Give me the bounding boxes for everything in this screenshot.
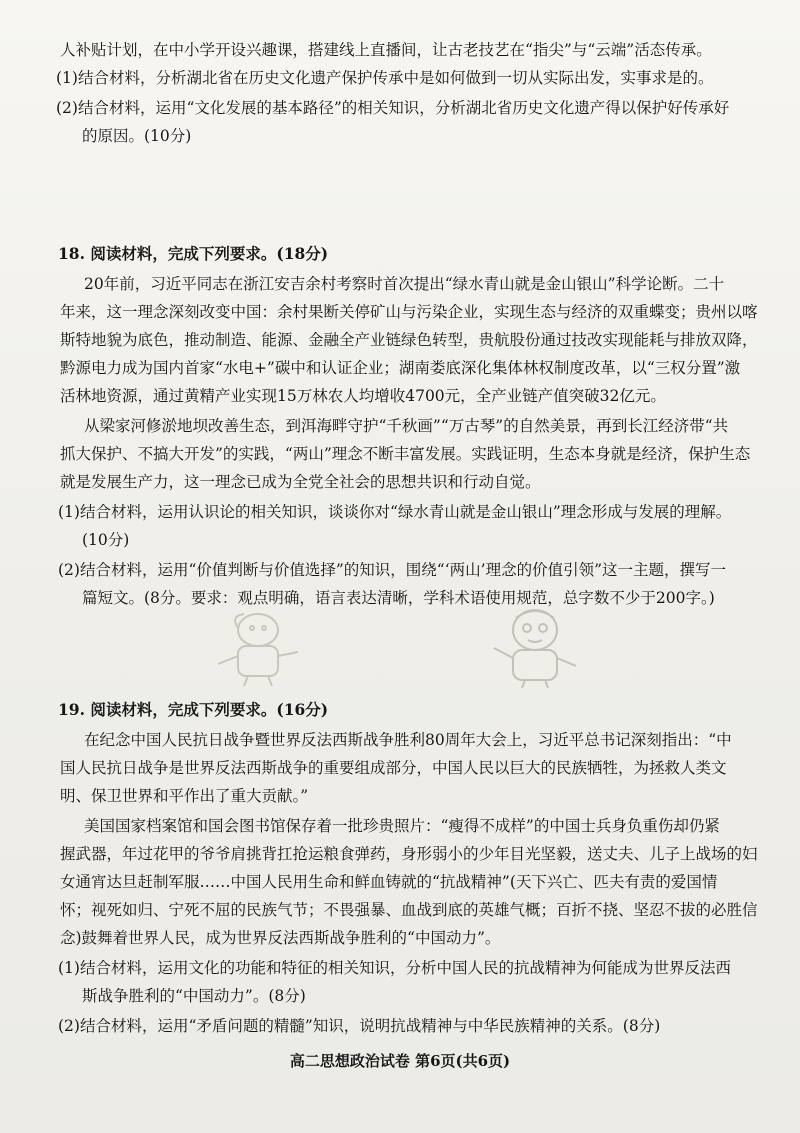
q18-material-line: 20年前，习近平同志在浙江安吉余村考察时首次提出“绿水青山就是金山银山”科学论断。二十 — [84, 275, 725, 293]
q18-material-line: 黔源电力成为国内首家“水电+”碳中和认证企业；湖南娄底深化集体林权制度改革，以“三权分置”激 — [60, 359, 741, 377]
q19-material-line: 明、保卫世界和平作出了重大贡献。” — [60, 787, 309, 805]
continuation-text: 人补贴计划，在中小学开设兴趣课，搭建线上直播间，让古老技艺在“指尖”与“云端”活态传承。 — [60, 41, 712, 59]
cartoon-figure-right — [480, 604, 590, 690]
question-18-2-cont: 篇短文。(8分。要求：观点明确，语言表达清晰，学科术语使用规范，总字数不少于200字。) — [82, 589, 715, 607]
q18-material-line: 年来，这一理念深刻改变中国：余村果断关停矿山与污染企业，实现生态与经济的双重蝶变；贵州以喀 — [60, 303, 758, 321]
q18-material-line: 就是发展生产力，这一理念已成为全党全社会的思想共识和行动自觉。 — [60, 473, 541, 491]
q19-material-line: 怀；视死如归、宁死不屈的民族气节；不畏强暴、血战到底的英雄气概；百折不挠、坚忍不拔的必胜信 — [60, 901, 758, 919]
question-19-1: (1)结合材料，运用文化的功能和特征的相关知识，分析中国人民的抗战精神为何能成为世界反法西 — [58, 959, 731, 977]
q19-material-line: 在纪念中国人民抗日战争暨世界反法西斯战争胜利80周年大会上，习近平总书记深刻指出：“中 — [84, 731, 732, 749]
question-18-heading: 18. 阅读材料，完成下列要求。(18分) — [58, 244, 329, 263]
q19-material-line: 握武器，年过花甲的爷爷肩挑背扛抢运粮食弹药，身形弱小的少年目光坚毅，送丈夫、儿子上战场的妇 — [60, 845, 758, 863]
question-17-2: (2)结合材料，运用“文化发展的基本路径”的相关知识，分析湖北省历史文化遗产得以保护好传承好 — [56, 99, 730, 117]
cartoon-figure-left — [200, 608, 320, 688]
q19-material-line: 女通宵达旦赶制军服……中国人民用生命和鲜血铸就的“抗战精神”(天下兴亡、匹夫有责的爱国情 — [60, 873, 718, 891]
question-19-2: (2)结合材料，运用“矛盾问题的精髓”知识，说明抗战精神与中华民族精神的关系。(8分) — [58, 1017, 661, 1035]
question-18-1: (1)结合材料，运用认识论的相关知识，谈谈你对“绿水青山就是金山银山”理念形成与发展的理解。 — [58, 503, 732, 521]
q18-material-line: 抓大保护、不搞大开发”的实践，“两山”理念不断丰富发展。实践证明，生态本身就是经济，保护生态 — [60, 445, 751, 463]
q19-material-line: 念)鼓舞着世界人民，成为世界反法西斯战争胜利的“中国动力”。 — [60, 929, 501, 947]
q18-material-line: 从梁家河修淤地坝改善生态，到洱海畔守护“千秋画”“万古琴”的自然美景，再到长江经济带“共 — [84, 417, 729, 435]
q18-material-line: 斯特地貌为底色，推动制造、能源、金融全产业链绿色转型，贵航股份通过技改实现能耗与排放双降， — [60, 331, 758, 349]
question-18-1-cont: (10分) — [82, 531, 130, 549]
page-footer: 高二思想政治试卷 第6页(共6页) — [289, 1052, 511, 1070]
q18-material-line: 活林地资源，通过黄精产业实现15万林农人均增收4700元，全产业链产值突破32亿元。 — [60, 387, 666, 405]
q19-material-line: 国人民抗日战争是世界反法西斯战争的重要组成部分，中国人民以巨大的民族牺牲，为拯救人类文 — [60, 759, 727, 777]
question-19-heading: 19. 阅读材料，完成下列要求。(16分) — [58, 700, 329, 719]
question-18-2: (2)结合材料，运用“价值判断与价值选择”的知识，围绕“‘两山’理念的价值引领”这一主题，撰写一 — [58, 561, 727, 579]
question-17-2-cont: 的原因。(10分) — [82, 127, 192, 145]
q19-material-line: 美国国家档案馆和国会图书馆保存着一批珍贵照片：“瘦得不成样”的中国士兵身负重伤却仍紧 — [84, 817, 720, 835]
question-19-1-cont: 斯战争胜利的“中国动力”。(8分) — [82, 987, 306, 1005]
question-17-1: (1)结合材料，分析湖北省在历史文化遗产保护传承中是如何做到一切从实际出发，实事求是的。 — [56, 69, 714, 87]
